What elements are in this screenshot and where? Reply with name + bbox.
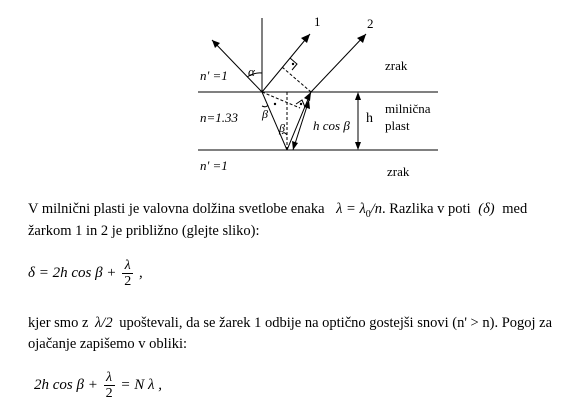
paragraph-2-line-1: [28, 314, 552, 332]
ray-2: [311, 34, 366, 92]
air-top-label: zrak: [385, 58, 408, 73]
reflected-arrowhead: [304, 92, 311, 101]
eq2-numerator: λ: [104, 370, 115, 386]
eq1-numerator: λ: [122, 258, 133, 274]
p1-text-b: . Razlika v poti: [382, 201, 471, 217]
film-label-2: plast: [385, 118, 410, 133]
eq2-fraction: [104, 370, 115, 401]
bottom-index-label: n' =1: [200, 158, 228, 173]
hcosbeta-arrowhead-bottom: [292, 141, 298, 150]
air-bottom-label: zrak: [387, 164, 410, 179]
half-lambda: λ/2: [95, 315, 113, 331]
ray-1-label: 1: [314, 14, 321, 29]
alpha-label: α: [248, 64, 255, 79]
film-label-1: milnična: [385, 101, 431, 116]
eq2-rhs: = N λ ,: [120, 376, 162, 393]
paragraph-1-line-2: žarkom 1 in 2 je približno (glejte sliko):: [28, 223, 260, 239]
equation-path-difference: [28, 258, 143, 289]
paragraph-2-line-2: ojačanje zapišemo v obliki:: [28, 336, 188, 352]
ray-2-label: 2: [367, 16, 374, 31]
eq1-fraction: [122, 258, 133, 289]
right-angle-dot-2: [300, 103, 302, 105]
wavefront-dashed: [282, 67, 311, 92]
paragraph-1-line-1: [28, 200, 527, 224]
p1-text-c: med: [502, 201, 528, 217]
angle-dot-left: [274, 103, 276, 105]
h-label: h: [366, 111, 373, 126]
ray-1: [262, 34, 310, 92]
thin-film-diagram: [0, 0, 582, 190]
p1-text-a: V milnični plasti je valovna dolžina svetlobe enaka: [28, 201, 325, 217]
reflected-ray-up: [287, 92, 311, 150]
eq2-lhs: 2h cos β +: [34, 376, 98, 393]
p2-text-a: kjer smo z: [28, 315, 89, 331]
beta-prime-label: β: [279, 121, 285, 135]
h-arrow-top: [355, 92, 361, 100]
hcosbeta-label: h cos β: [313, 118, 350, 133]
eq2-denominator: 2: [105, 386, 113, 401]
delta-paren: (δ): [478, 201, 495, 217]
eq1-tail: ,: [138, 264, 143, 281]
right-angle-dot-1: [292, 63, 294, 65]
p2-text-b: upoštevali, da se žarek 1 odbije na optično gostejši snovi (n' > n). Pogoj za: [119, 315, 553, 331]
top-index-label: n' =1: [200, 68, 228, 83]
h-arrow-bottom: [355, 142, 361, 150]
eq1-denominator: 2: [124, 274, 132, 289]
eq1-lhs: δ = 2h cos β +: [28, 264, 117, 281]
middle-index-label: n=1.33: [200, 110, 239, 125]
equation-constructive: [34, 370, 162, 401]
lambda-definition: $\lambda = \lambda_0/n$: [336, 201, 383, 220]
beta-label: β: [262, 107, 268, 121]
ray-1-arrowhead: [301, 34, 310, 43]
